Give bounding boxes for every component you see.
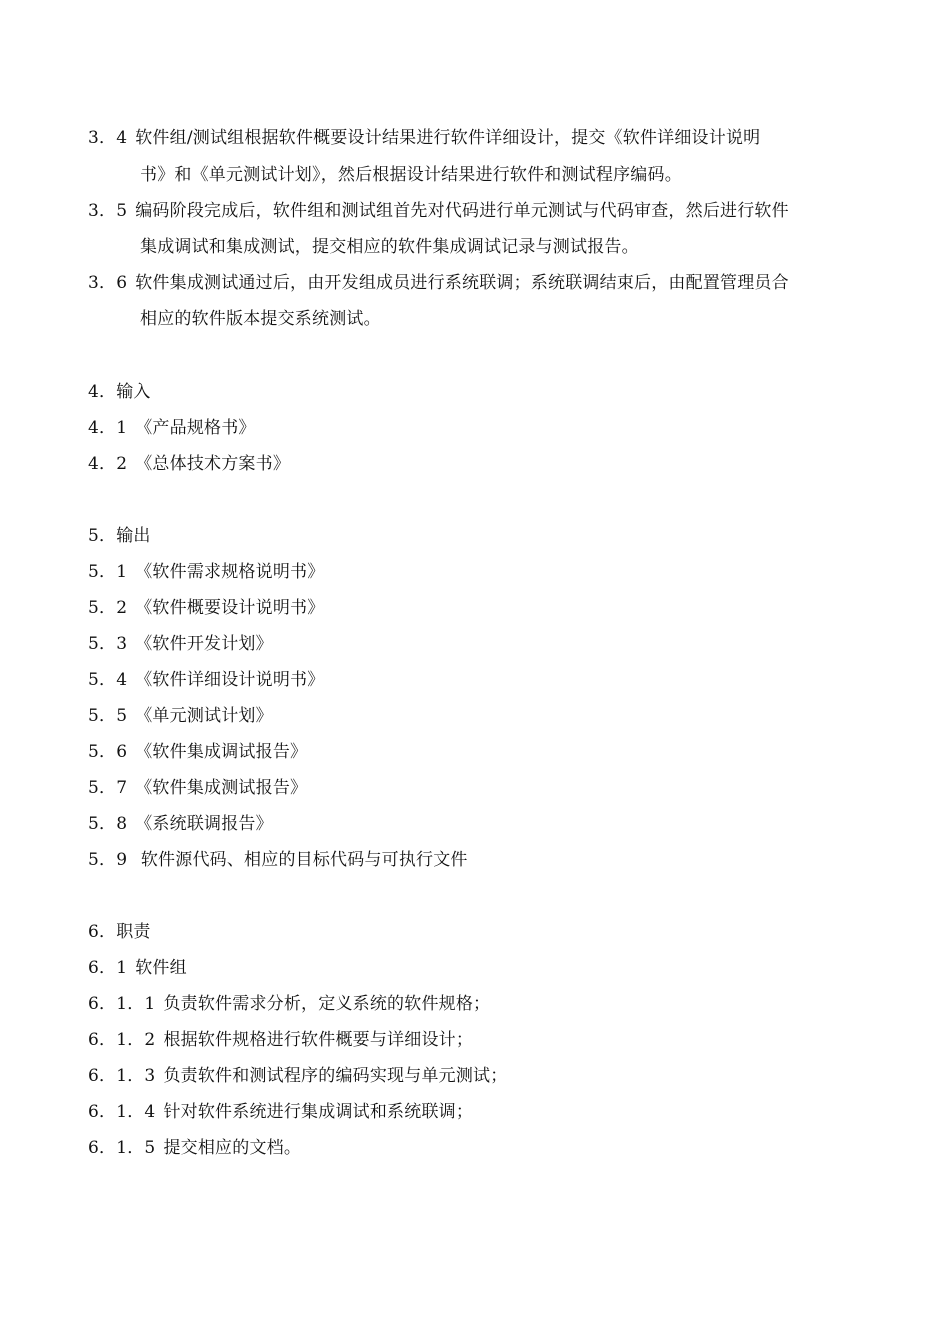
item-text: 《软件集成测试报告》	[135, 778, 308, 798]
list-item	[88, 633, 273, 655]
sub-heading	[88, 957, 187, 979]
item-number: 5．8	[88, 814, 128, 834]
item-number: 6．1．5	[88, 1138, 156, 1158]
list-item	[88, 1029, 473, 1051]
item-number: 5．3	[88, 634, 128, 654]
item-text: 软件组	[135, 958, 187, 978]
item-text: 《产品规格书》	[135, 418, 256, 438]
item-text: 《软件开发计划》	[135, 634, 273, 654]
paragraph-3-5-line2: 集成调试和集成测试，提交相应的软件集成调试记录与测试报告。	[140, 237, 639, 257]
item-text: 《软件集成调试报告》	[135, 742, 308, 762]
item-text: 《单元测试计划》	[135, 706, 273, 726]
list-item	[88, 597, 324, 619]
list-item	[88, 453, 290, 475]
item-text: 提交相应的文档。	[163, 1138, 302, 1158]
item-number: 5．2	[88, 598, 128, 618]
item-number: 4．1	[88, 418, 128, 438]
paragraph-3-6-line2: 相应的软件版本提交系统测试。	[140, 309, 381, 329]
section-4-heading: 4．输入	[88, 382, 151, 402]
item-text: 软件源代码、相应的目标代码与可执行文件	[135, 850, 468, 870]
section-6-heading: 6．职责	[88, 922, 151, 942]
item-number: 5．7	[88, 778, 128, 798]
item-text: 《软件概要设计说明书》	[135, 598, 325, 618]
item-number: 5．6	[88, 742, 128, 762]
list-item	[88, 993, 490, 1015]
paragraph-number: 3．4	[88, 128, 128, 148]
list-item	[88, 813, 273, 835]
list-item	[88, 669, 324, 691]
paragraph-3-4-line1	[88, 127, 760, 149]
paragraph-3-6-line1	[88, 272, 789, 294]
list-item	[88, 849, 468, 871]
item-number: 6．1．2	[88, 1030, 156, 1050]
paragraph-3-4-line2: 书》和《单元测试计划》，然后根据设计结果进行软件和测试程序编码。	[140, 165, 682, 185]
list-item	[88, 417, 256, 439]
item-text: 负责软件需求分析，定义系统的软件规格；	[163, 994, 491, 1014]
paragraph-text: 软件组/测试组根据软件概要设计结果进行软件详细设计，提交《软件详细设计说明	[135, 128, 761, 148]
list-item	[88, 1101, 473, 1123]
item-number: 6．1．3	[88, 1066, 156, 1086]
item-text: 《系统联调报告》	[135, 814, 273, 834]
item-text: 《软件详细设计说明书》	[135, 670, 325, 690]
item-text: 《总体技术方案书》	[135, 454, 291, 474]
list-item	[88, 777, 307, 799]
paragraph-text: 编码阶段完成后，软件组和测试组首先对代码进行单元测试与代码审查，然后进行软件	[135, 201, 789, 221]
paragraph-number: 3．6	[88, 273, 128, 293]
paragraph-text: 软件集成测试通过后，由开发组成员进行系统联调；系统联调结束后，由配置管理员合	[135, 273, 789, 293]
section-5-heading: 5．输出	[88, 526, 151, 546]
item-text: 负责软件和测试程序的编码实现与单元测试；	[163, 1066, 508, 1086]
list-item	[88, 1137, 301, 1159]
item-text: 根据软件规格进行软件概要与详细设计；	[163, 1030, 474, 1050]
item-number: 4．2	[88, 454, 128, 474]
paragraph-number: 3．5	[88, 201, 128, 221]
item-text: 《软件需求规格说明书》	[135, 562, 325, 582]
list-item	[88, 705, 273, 727]
item-number: 6．1	[88, 958, 128, 978]
item-text: 针对软件系统进行集成调试和系统联调；	[163, 1102, 474, 1122]
item-number: 5．9	[88, 850, 128, 870]
item-number: 6．1．1	[88, 994, 156, 1014]
item-number: 5．1	[88, 562, 128, 582]
list-item	[88, 561, 324, 583]
list-item	[88, 1065, 507, 1087]
list-item	[88, 741, 307, 763]
item-number: 5．5	[88, 706, 128, 726]
paragraph-3-5-line1	[88, 200, 789, 222]
item-number: 6．1．4	[88, 1102, 156, 1122]
item-number: 5．4	[88, 670, 128, 690]
